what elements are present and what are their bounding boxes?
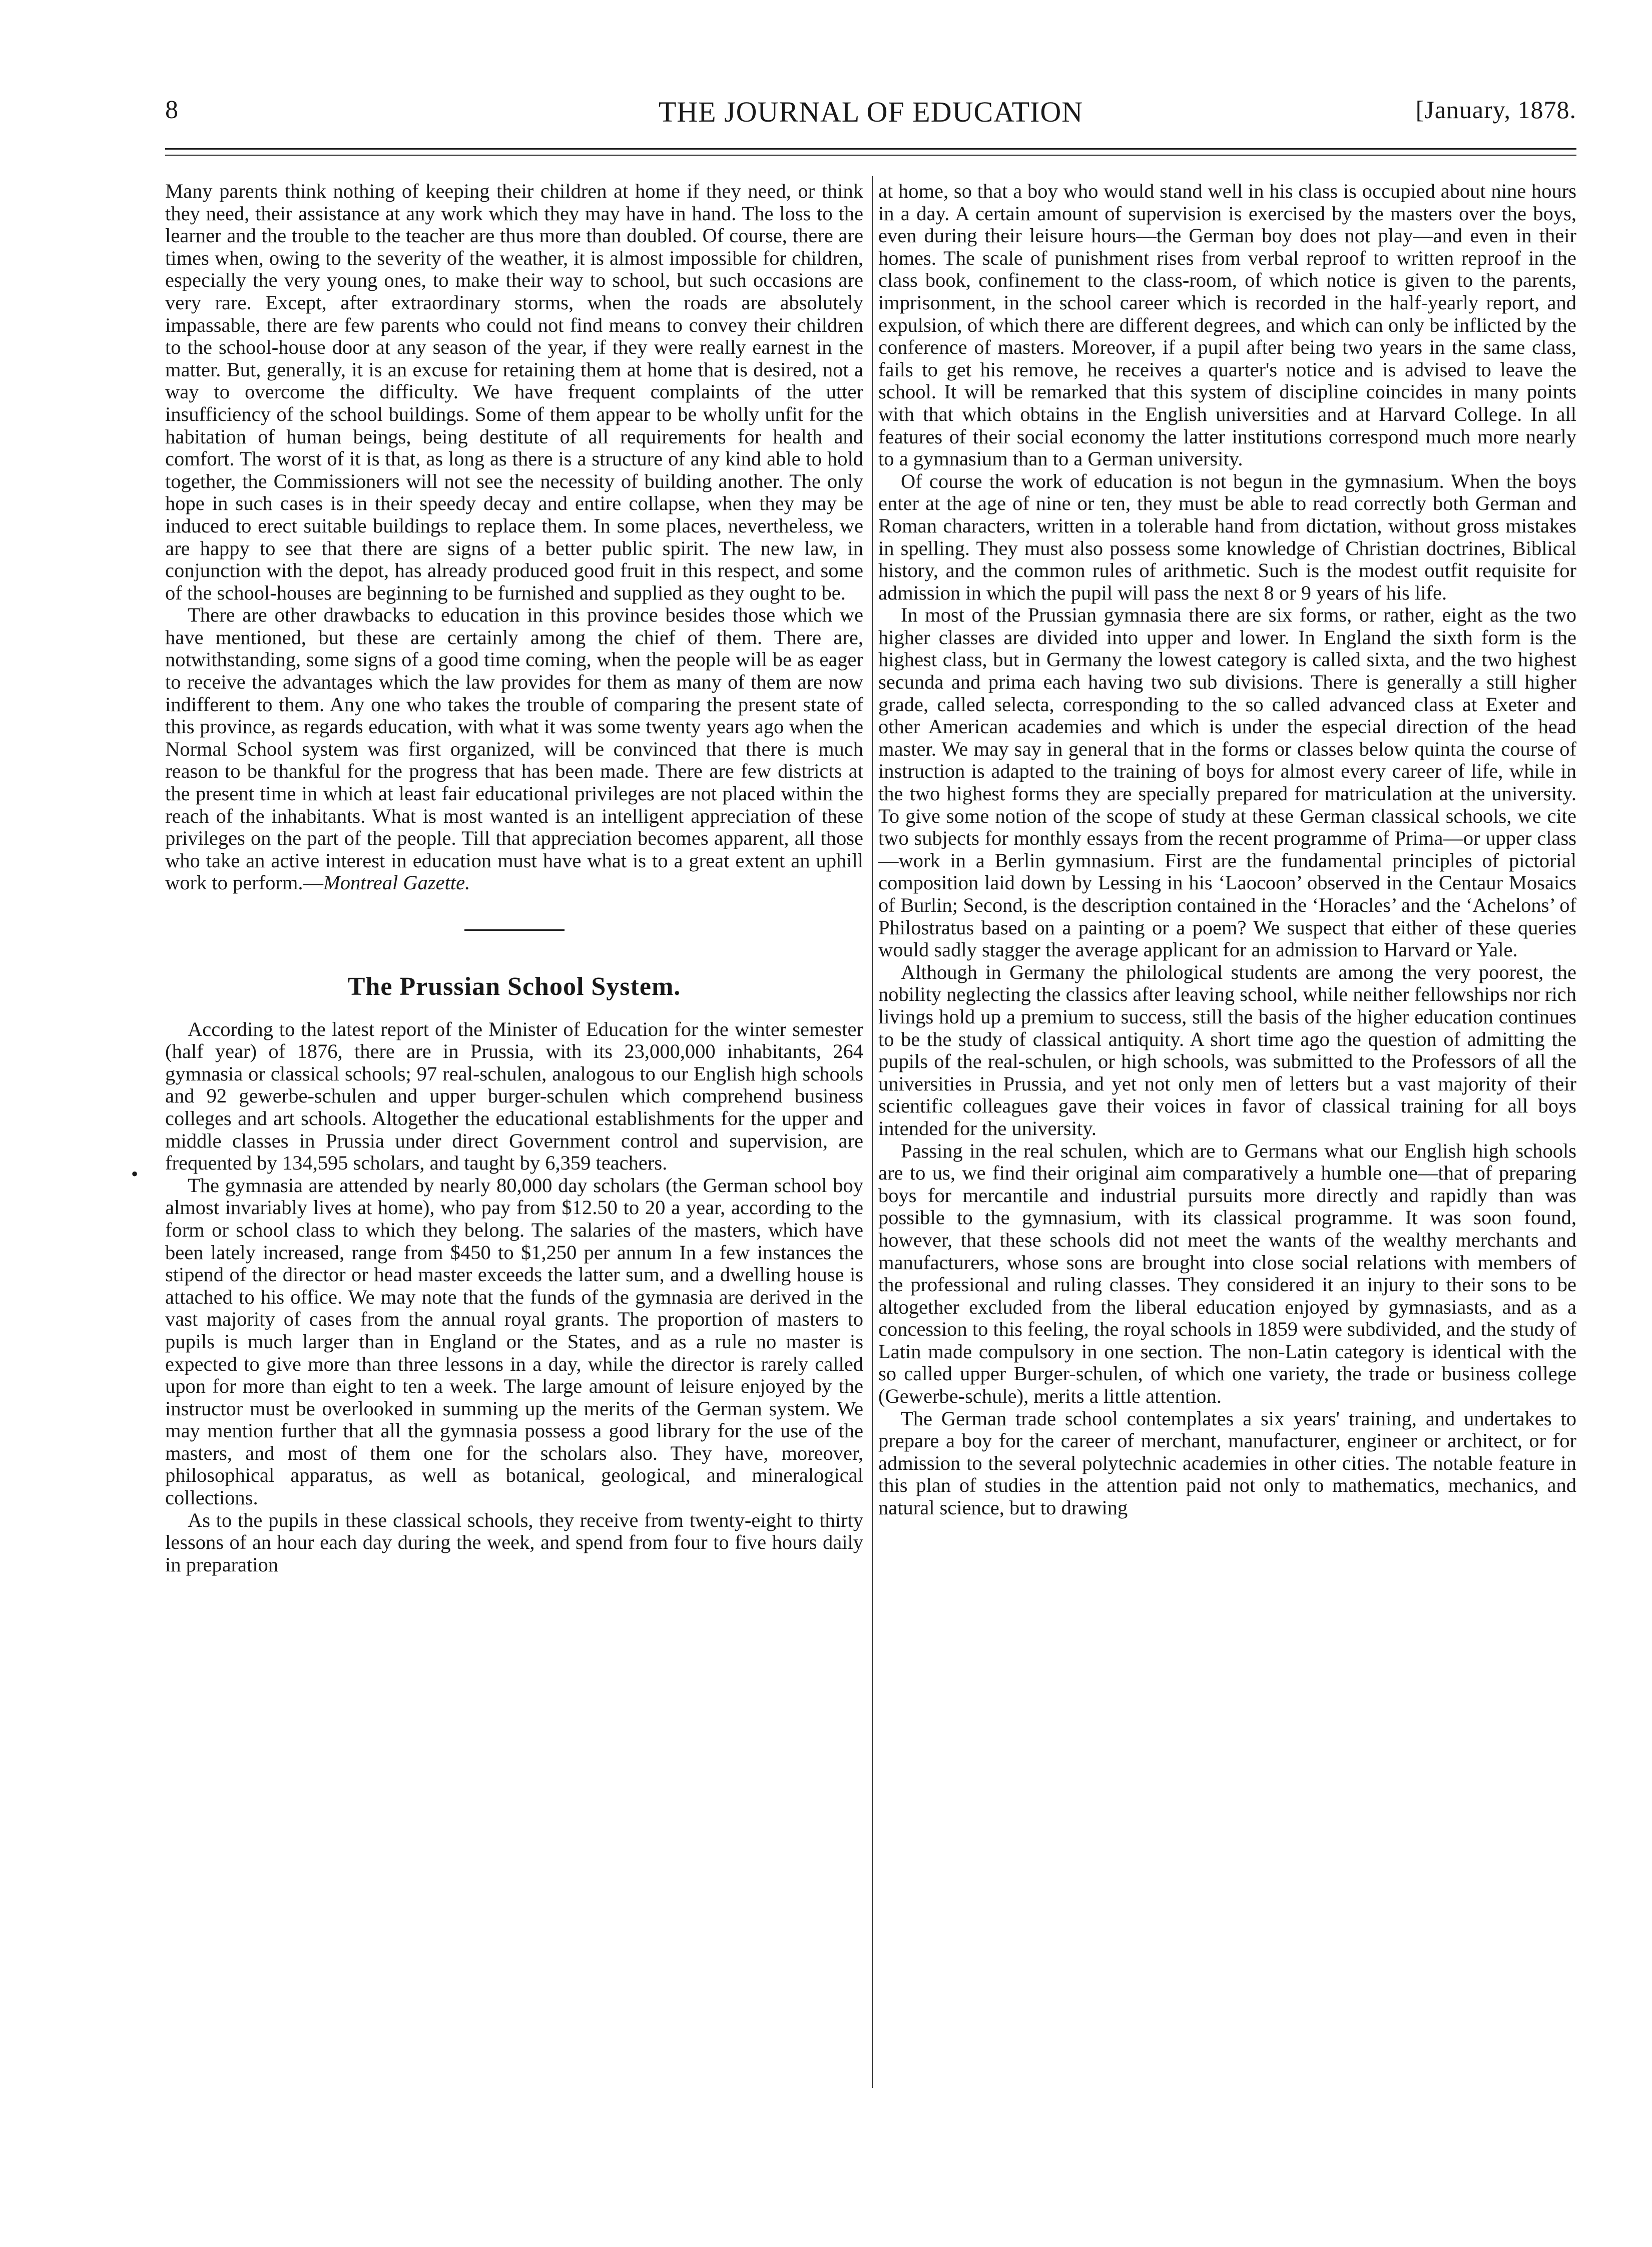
- page-header: [165, 95, 1576, 135]
- header-rule-thin: [165, 155, 1576, 156]
- header-rule-thick: [165, 148, 1576, 150]
- paragraph: at home, so that a boy who would stand well in his class is occupied about nine hours in a day. A certain amount of supervision is exercised by the masters over the boys, even during their leisure hours—the German boy does not play—and even in their homes. The scale of punishment rises from verbal reproof to written reproof in the class book, confinement to the class-room, of which notice is given to the parents, imprisonment, in the school career which is recorded in the half-yearly report, and expulsion, of which there are different degrees, and which can only be inflicted by the conference of masters. Moreover, if a pupil after being two years in the same class, fails to get his remove, he receives a quarter's notice and is advised to leave the school. It will be remarked that this system of discipline coincides in many points with that which obtains in the English universities and at Harvard College. In all features of their social economy the latter institutions correspond much more nearly to a gymnasium than to a German university.: [878, 180, 1576, 470]
- paragraph-text: There are other drawbacks to education in this province besides those which we have mentioned, but these are certainly among the chief of them. There are, notwithstanding, some signs of a good time coming, when the people will be as eager to receive the advantages which the law provides for them as many of them are now indifferent to them. Any one who takes the trouble of comparing the present state of this province, as regards education, with what it was some twenty years ago when the Normal School system was first organized, will be convinced that there is much reason to be thankful for the progress that has been made. There are few districts at the present time in which at least fair educational privileges are not placed within the reach of the inhabitants. What is most wanted is an intelligent appreciation of these privileges on the part of the people. Till that appreciation becomes apparent, all those who take an active interest in education must have what is to a great extent an uphill work to perform.—: [165, 604, 863, 894]
- paragraph: The gymnasia are attended by nearly 80,000 day scholars (the German school boy almost invariably lives at home), who pay from $12.50 to 20 a year, according to the form or school class to which they belong. The salaries of the masters, which have been lately increased, range from $450 to $1,250 per annum In a few instances the stipend of the director or head master exceeds the latter sum, and a dwelling house is attached to his office. We may note that the funds of the gymnasia are derived in the vast majority of cases from the annual royal grants. The proportion of masters to pupils is much larger than in England or the States, and as a rule no master is expected to give more than three lessons in a day, while the director is rarely called upon for more than eight to ten a week. The large amount of leisure enjoyed by the instructor must be overlooked in summing up the merits of the German system. We may mention further that all the gymnasia possess a good library for the use of the masters, and most of them one for the scholars also. They have, moreover, philosophical apparatus, as well as botanical, geological, and mineralogical collections.: [165, 1174, 863, 1509]
- paragraph: Of course the work of education is not begun in the gymnasium. When the boys enter at the age of nine or ten, they must be able to read correctly both German and Roman characters, written in a tolerable hand from dictation, without gross mistakes in spelling. They must also possess some knowledge of Christian doctrines, Biblical history, and the common rules of arithmetic. Such is the modest outfit requisite for admission in which the pupil will pass the next 8 or 9 years of his life.: [878, 469, 1576, 604]
- source-credit: Montreal Gazette.: [323, 871, 470, 894]
- paragraph: Many parents think nothing of keeping their children at home if they need, or think they need, their assistance at any work which they may have in hand. The loss to the learner and the trouble to the teacher are thus more than doubled. Of course, there are times when, owing to the severity of the weather, it is almost impossible for children, especially the very young ones, to make their way to school, but such occasions are very rare. Except, after extraordinary storms, when the roads are absolutely impassable, there are few parents who could not find means to convey their children to the school-house door at any season of the year, if they were really earnest in the matter. But, generally, it is an excuse for retaining them at home that is desired, not a way to overcome the difficulty. We have frequent complaints of the utter insufficiency of the school buildings. Some of them appear to be wholly unfit for the habitation of human beings, being destitute of all requirements for health and comfort. The worst of it is that, as long as there is a structure of any kind able to hold together, the Commissioners will not see the necessity of building another. The only hope in such cases is in their speedy decay and entire collapse, when they may be induced to erect suitable buildings to replace them. In some places, nevertheless, we are happy to see that there are signs of a better public spirit. The new law, in conjunction with the depot, has already produced good fruit in this respect, and some of the school-houses are beginning to be furnished and supplied as they ought to be.: [165, 180, 863, 604]
- paragraph: The German trade school contemplates a six years' training, and undertakes to prepare a boy for the career of merchant, manufacturer, engineer or architect, or for admission to the several polytechnic academies in other cities. The notable feature in this plan of studies in the attention paid not only to mathematics, mechanics, and natural science, but to drawing: [878, 1407, 1576, 1519]
- paragraph: Although in Germany the philological students are among the very poorest, the nobility neglecting the classics after leaving school, while neither fellowships nor rich livings hold up a premium to success, still the basis of the higher education continues to be the study of classical antiquity. A short time ago the question of admitting the pupils of the real-schulen, or high schools, was submitted to the Professors of all the universities in Prussia, and yet not only men of letters but a vast majority of their scientific colleagues gave their voices in favor of classical training for all boys intended for the university.: [878, 960, 1576, 1140]
- margin-dot: •: [131, 1163, 139, 1185]
- left-column: [165, 180, 863, 2147]
- issue-date: [January, 1878.: [1415, 96, 1576, 124]
- journal-title: THE JOURNAL OF EDUCATION: [658, 96, 1083, 128]
- page-number: 8: [165, 96, 178, 124]
- paragraph: [165, 604, 863, 894]
- section-heading: The Prussian School System.: [347, 972, 681, 1001]
- section-separator: [464, 929, 565, 931]
- paragraph: According to the latest report of the Minister of Education for the winter semester (half year) of 1876, there are in Prussia, with its 23,000,000 inhabitants, 264 gymnasia or classical schools; 97 real-schulen, analogous to our English high schools and 92 gewerbe-schulen and upper burger-schulen which comprehend business colleges and art schools. Altogether the educational establishments for the upper and middle classes in Prussia under direct Government control and supervision, are frequented by 134,595 scholars, and taught by 6,359 teachers.: [165, 1017, 863, 1175]
- paragraph: As to the pupils in these classical schools, they receive from twenty-eight to thirty lessons of an hour each day during the week, and spend from four to five hours daily in preparation: [165, 1508, 863, 1576]
- paragraph: Passing in the real schulen, which are to Germans what our English high schools are to us, we find their original aim comparatively a humble one—that of preparing boys for mercantile and industrial pursuits more directly and rapidly than was possible to the gymnasium, with its classical programme. It was soon found, however, that these schools did not meet the wants of the wealthy merchants and manufacturers, whose sons are brought into close social relations with members of the professional and ruling classes. They considered it an injury to their sons to be altogether excluded from the liberal education enjoyed by gymnasiasts, and as a concession to this feeling, the royal schools in 1859 were subdivided, and the study of Latin made compulsory in one section. The non-Latin category is identical with the so called upper Burger-schulen, of which one variety, the trade or business college (Gewerbe-schule), merits a little attention.: [878, 1139, 1576, 1408]
- column-divider: [872, 176, 873, 2088]
- right-column: [878, 180, 1576, 2147]
- paragraph: In most of the Prussian gymnasia there are six forms, or rather, eight as the two higher classes are divided into upper and lower. In England the sixth form is the highest class, but in Germany the lowest category is called sixta, and the two highest secunda and prima each having two sub divisions. There is generally a still higher grade, called selecta, corresponding to the so called advanced class at Exeter and other American academies and which is under the especial direction of the head master. We may say in general that in the forms or classes below quinta the course of instruction is adapted to the training of boys for almost every career of life, while in the two highest forms they are specially prepared for matriculation at the university. To give some notion of the scope of study at these German classical schools, we cite two subjects for monthly essays from the recent programme of Prima—or upper class—work in a Berlin gymnasium. First are the fundamental principles of pictorial composition laid down by Lessing in his ‘Laocoon’ observed in the Centaur Mosaics of Burlin; Second, is the description contained in the ‘Horacles’ and the ‘Achelons’ of Philostratus based on a painting or a poem? We suspect that either of these queries would sadly stagger the average applicant for an admission to Harvard or Yale.: [878, 604, 1576, 961]
